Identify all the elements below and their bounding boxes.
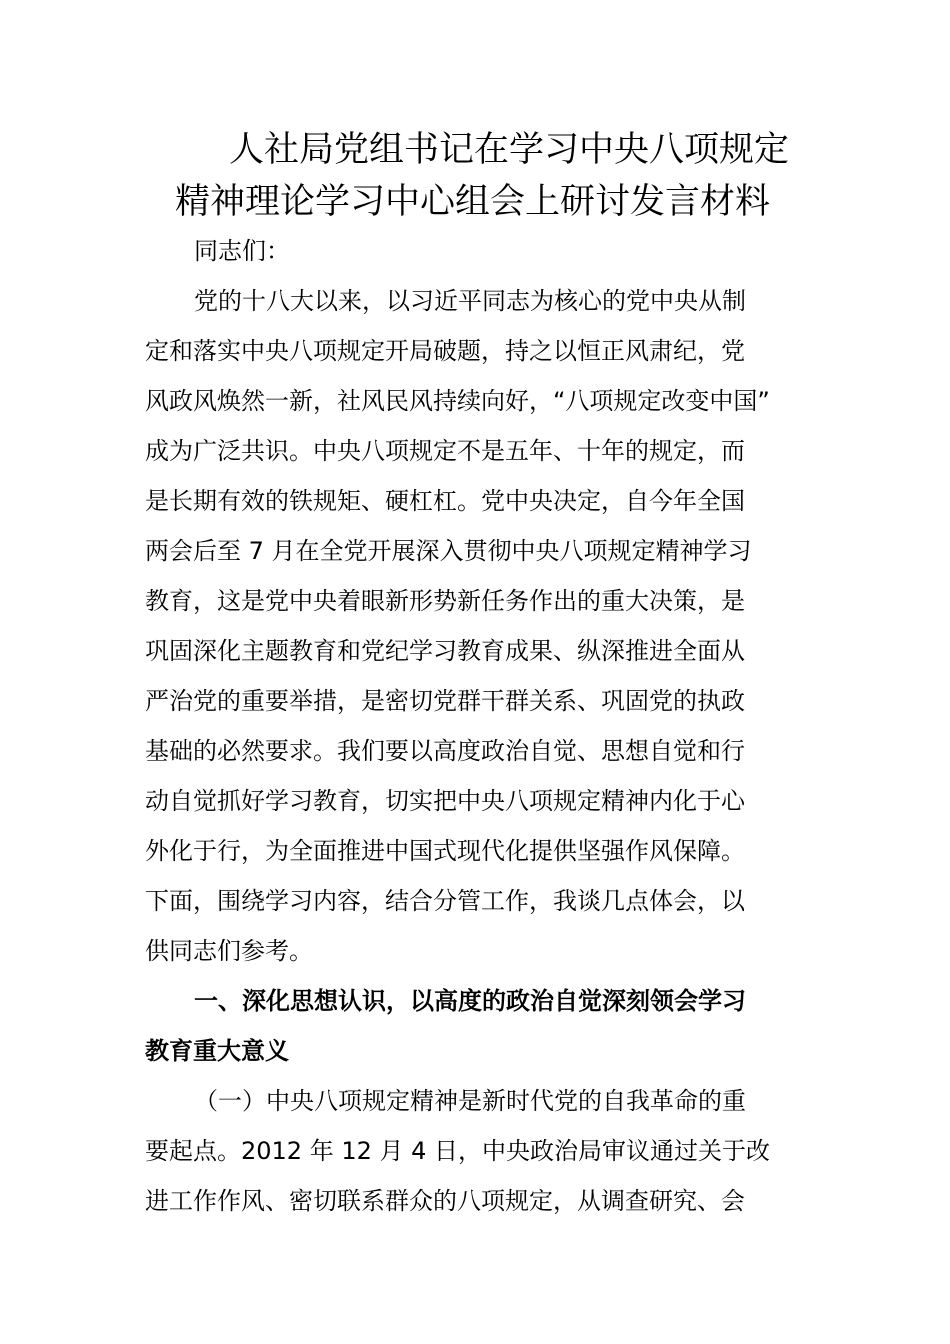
greeting: 同志们： [194, 237, 290, 265]
intro-line: 严治党的重要举措，是密切党群干群关系、巩固党的执政 [145, 687, 745, 715]
intro-line: 基础的必然要求。我们要以高度政治自觉、思想自觉和行 [145, 737, 745, 765]
intro-line: 党的十八大以来，以习近平同志为核心的党中央从制 [194, 287, 746, 315]
section-heading-line: 教育重大意义 [145, 1037, 289, 1065]
intro-line: 风政风焕然一新，社风民风持续向好，“八项规定改变中国” [145, 387, 770, 415]
section-heading-line: 一、深化思想认识，以高度的政治自觉深刻领会学习 [194, 987, 746, 1015]
intro-line: 供同志们参考。 [145, 937, 313, 965]
subsection-line: 进工作作风、密切联系群众的八项规定，从调查研究、会 [145, 1187, 745, 1215]
intro-line: 定和落实中央八项规定开局破题，持之以恒正风肃纪，党 [145, 337, 745, 365]
intro-line: 巩固深化主题教育和党纪学习教育成果、纵深推进全面从 [145, 637, 745, 665]
intro-line: 教育，这是党中央着眼新形势新任务作出的重大决策，是 [145, 587, 745, 615]
subsection-line: 要起点。2012 年 12 月 4 日，中央政治局审议通过关于改 [145, 1137, 771, 1165]
intro-line: 是长期有效的铁规矩、硬杠杠。党中央决定，自今年全国 [145, 487, 745, 515]
intro-line: 下面，围绕学习内容，结合分管工作，我谈几点体会，以 [145, 887, 745, 915]
intro-line: 外化于行，为全面推进中国式现代化提供坚强作风保障。 [145, 837, 745, 865]
document-title-line-1: 人社局党组书记在学习中央八项规定 [229, 130, 790, 170]
intro-line: 成为广泛共识。中央八项规定不是五年、十年的规定，而 [145, 437, 745, 465]
document-title-line-2: 精神理论学习中心组会上研讨发言材料 [175, 182, 771, 222]
subsection-line: （一）中央八项规定精神是新时代党的自我革命的重 [194, 1087, 746, 1115]
intro-line: 动自觉抓好学习教育，切实把中央八项规定精神内化于心 [145, 787, 745, 815]
intro-line: 两会后至 7 月在全党开展深入贯彻中央八项规定精神学习 [145, 537, 752, 565]
